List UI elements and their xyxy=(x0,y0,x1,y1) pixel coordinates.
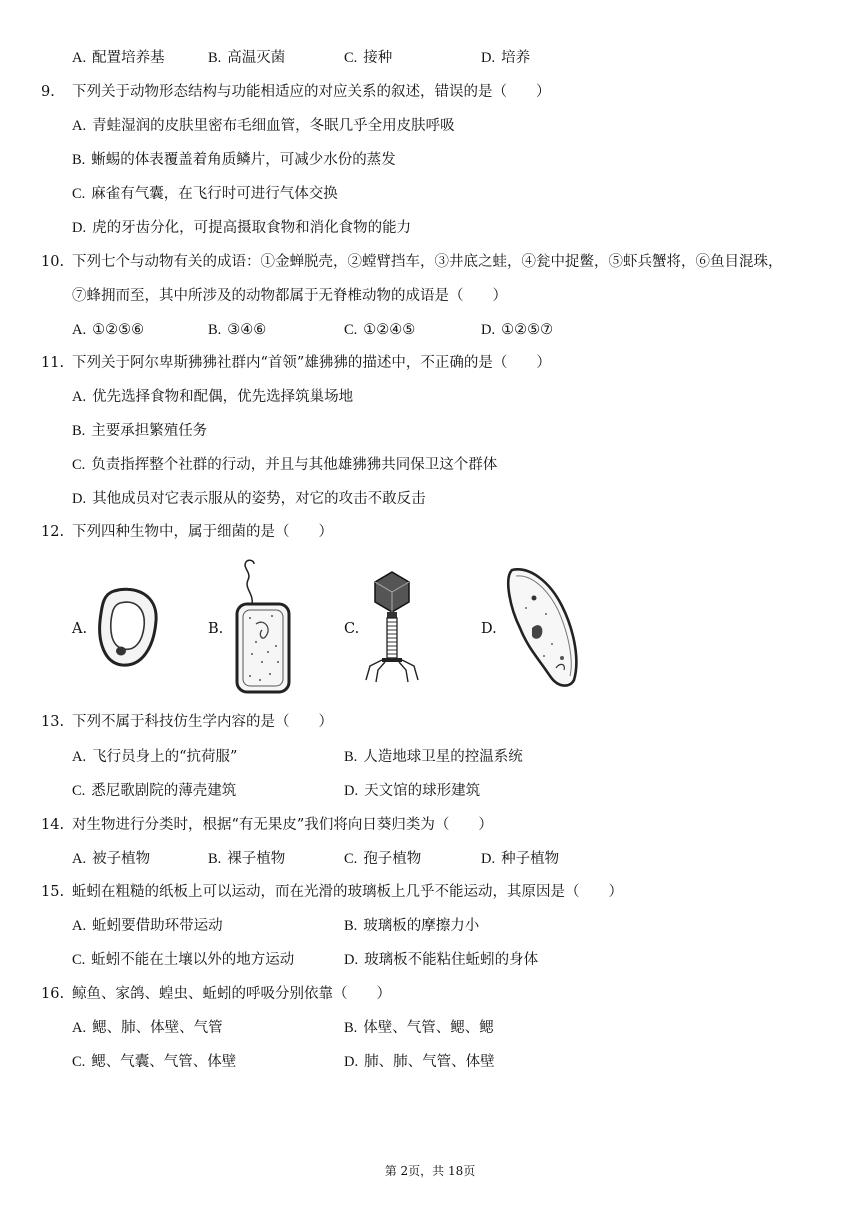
q10-option-a xyxy=(72,320,144,340)
option-text: 接种 xyxy=(363,50,393,66)
q13-option-b xyxy=(344,747,523,767)
q8-option-c xyxy=(344,48,392,68)
option-text: 培养 xyxy=(501,50,531,66)
option-text: 蚯蚓要借助环带运动 xyxy=(92,918,223,934)
question-number: 14. xyxy=(41,817,65,833)
q15-option-c xyxy=(72,950,294,970)
option-key: C. xyxy=(344,322,358,338)
q14-option-d xyxy=(481,849,559,869)
question-stem: 下列四种生物中，属于细菌的是（ ） xyxy=(72,524,333,540)
option-text: 鳃、肺、体壁、气管 xyxy=(92,1020,223,1036)
q13-option-a xyxy=(72,747,237,767)
option-text: 优先选择食物和配偶，优先选择筑巢场地 xyxy=(92,389,354,405)
option-key: A. xyxy=(72,118,87,134)
option-text: 鳃、气囊、气管、体壁 xyxy=(91,1054,237,1070)
option-key: D. xyxy=(481,851,496,867)
option-text: 天文馆的球形建筑 xyxy=(364,783,481,799)
option-text: ①②⑤⑥ xyxy=(92,322,145,338)
q13-option-c xyxy=(72,781,236,801)
option-text: 悉尼歌剧院的薄壳建筑 xyxy=(91,783,237,799)
q12-option-d-key: D. xyxy=(481,621,497,637)
q9-option-b xyxy=(72,150,396,170)
q13-option-d xyxy=(344,781,480,801)
option-text: ③④⑥ xyxy=(227,322,267,338)
option-key: A. xyxy=(72,389,87,405)
bacteriophage-image xyxy=(362,566,422,686)
question-number: 11. xyxy=(41,355,65,371)
question-number: 9. xyxy=(41,84,55,100)
bacterium-with-flagellum-image xyxy=(232,558,294,698)
q11-option-a xyxy=(72,387,353,407)
option-key: B. xyxy=(344,918,358,934)
option-key: B. xyxy=(72,152,86,168)
option-text: 其他成员对它表示服从的姿势，对它的攻击不敢反击 xyxy=(92,491,426,507)
option-text: 蜥蜴的体表覆盖着角质鳞片，可减少水份的蒸发 xyxy=(91,152,396,168)
question-number: 15. xyxy=(41,884,65,900)
q16-option-b xyxy=(344,1018,494,1038)
page-footer: 第 2页，共 18页 xyxy=(384,1164,476,1178)
option-key: D. xyxy=(72,220,87,236)
option-key: C. xyxy=(72,186,86,202)
option-key: B. xyxy=(72,423,86,439)
paramecium-image xyxy=(504,564,584,690)
option-text: 高温灭菌 xyxy=(227,50,286,66)
option-key: C. xyxy=(72,952,86,968)
option-key: B. xyxy=(208,50,222,66)
question-stem: 对生物进行分类时，根据“有无果皮”我们将向日葵归类为（ ） xyxy=(72,817,493,833)
option-key: A. xyxy=(72,918,87,934)
option-text: 裸子植物 xyxy=(227,851,286,867)
question-number: 12. xyxy=(41,524,65,540)
option-text: 虎的牙齿分化，可提高摄取食物和消化食物的能力 xyxy=(92,220,412,236)
option-key: C. xyxy=(344,50,358,66)
option-key: D. xyxy=(481,50,496,66)
q10-question-continued: ⑦蜂拥而至，其中所涉及的动物都属于无脊椎动物的成语是（ ） xyxy=(72,288,507,304)
option-text: 种子植物 xyxy=(501,851,560,867)
option-key: D. xyxy=(344,952,359,968)
option-key: D. xyxy=(344,1054,359,1070)
question-stem: 下列关于阿尔卑斯狒狒社群内“首领”雄狒狒的描述中，不正确的是（ ） xyxy=(72,355,551,371)
option-key: D. xyxy=(481,322,496,338)
question-number: 16. xyxy=(41,986,65,1002)
option-key: C. xyxy=(72,783,86,799)
option-key: B. xyxy=(344,749,358,765)
option-key: A. xyxy=(72,851,87,867)
question-number: 10. xyxy=(41,254,65,270)
q15-option-b xyxy=(344,916,479,936)
question-stem: 下列不属于科技仿生学内容的是（ ） xyxy=(72,714,333,730)
option-key: A. xyxy=(72,322,87,338)
option-text: ①②④⑤ xyxy=(363,322,416,338)
q14-option-c xyxy=(344,849,421,869)
question-stem: 鲸鱼、家鸽、蝗虫、蚯蚓的呼吸分别依靠（ ） xyxy=(72,986,391,1002)
q11-option-d xyxy=(72,489,426,509)
q16-option-c xyxy=(72,1052,236,1072)
option-key: D. xyxy=(344,783,359,799)
option-text: 人造地球卫星的控温系统 xyxy=(363,749,523,765)
option-text: 体壁、气管、鳃、鳃 xyxy=(363,1020,494,1036)
option-key: C. xyxy=(344,851,358,867)
q8-option-b xyxy=(208,48,285,68)
option-key: A. xyxy=(72,749,87,765)
q10-option-d xyxy=(481,320,553,340)
q9-option-c xyxy=(72,184,338,204)
option-key: D. xyxy=(72,491,87,507)
q11-option-b xyxy=(72,421,207,441)
option-key: B. xyxy=(208,322,222,338)
question-stem: 蚯蚓在粗糙的纸板上可以运动，而在光滑的玻璃板上几乎不能运动，其原因是（ ） xyxy=(72,884,623,900)
q15-option-a xyxy=(72,916,223,936)
option-key: A. xyxy=(72,1020,87,1036)
yeast-cell-image xyxy=(96,585,160,669)
option-key: B. xyxy=(344,1020,358,1036)
option-key: B. xyxy=(208,851,222,867)
q11-option-c xyxy=(72,455,497,475)
option-text: 孢子植物 xyxy=(363,851,422,867)
option-text: ①②⑤⑦ xyxy=(501,322,554,338)
q12-option-b-key: B. xyxy=(208,621,224,637)
q9-option-a xyxy=(72,116,455,136)
q14-option-b xyxy=(208,849,285,869)
q8-option-a xyxy=(72,48,165,68)
option-text: 主要承担繁殖任务 xyxy=(91,423,208,439)
q12-option-a-key: A. xyxy=(72,621,88,637)
question-stem: 下列关于动物形态结构与功能相适应的对应关系的叙述，错误的是（ ） xyxy=(72,84,551,100)
question-number: 13. xyxy=(41,714,65,730)
q8-option-d xyxy=(481,48,530,68)
q10-option-b xyxy=(208,320,266,340)
option-text: 负责指挥整个社群的行动，并且与其他雄狒狒共同保卫这个群体 xyxy=(91,457,498,473)
option-text: 蚯蚓不能在土壤以外的地方运动 xyxy=(91,952,295,968)
option-text: 配置培养基 xyxy=(92,50,165,66)
q15-option-d xyxy=(344,950,538,970)
option-key: A. xyxy=(72,50,87,66)
q14-option-a xyxy=(72,849,150,869)
option-text: 玻璃板的摩擦力小 xyxy=(363,918,480,934)
option-text: 飞行员身上的“抗荷服” xyxy=(92,749,238,765)
q16-option-a xyxy=(72,1018,223,1038)
option-text: 青蛙湿润的皮肤里密布毛细血管，冬眠几乎全用皮肤呼吸 xyxy=(92,118,455,134)
option-key: C. xyxy=(72,1054,86,1070)
q9-option-d xyxy=(72,218,411,238)
option-text: 肺、肺、气管、体壁 xyxy=(364,1054,495,1070)
q16-option-d xyxy=(344,1052,495,1072)
option-text: 麻雀有气囊，在飞行时可进行气体交换 xyxy=(91,186,338,202)
question-stem-line1: 下列七个与动物有关的成语：①金蝉脱壳，②螳臂挡车，③井底之蛙，④瓮中捉鳖，⑤虾兵蟹将，⑥鱼目混珠， xyxy=(72,254,783,270)
option-text: 被子植物 xyxy=(92,851,151,867)
option-key: C. xyxy=(72,457,86,473)
q12-option-c-key: C. xyxy=(344,621,360,637)
q10-option-c xyxy=(344,320,415,340)
option-text: 玻璃板不能粘住蚯蚓的身体 xyxy=(364,952,539,968)
